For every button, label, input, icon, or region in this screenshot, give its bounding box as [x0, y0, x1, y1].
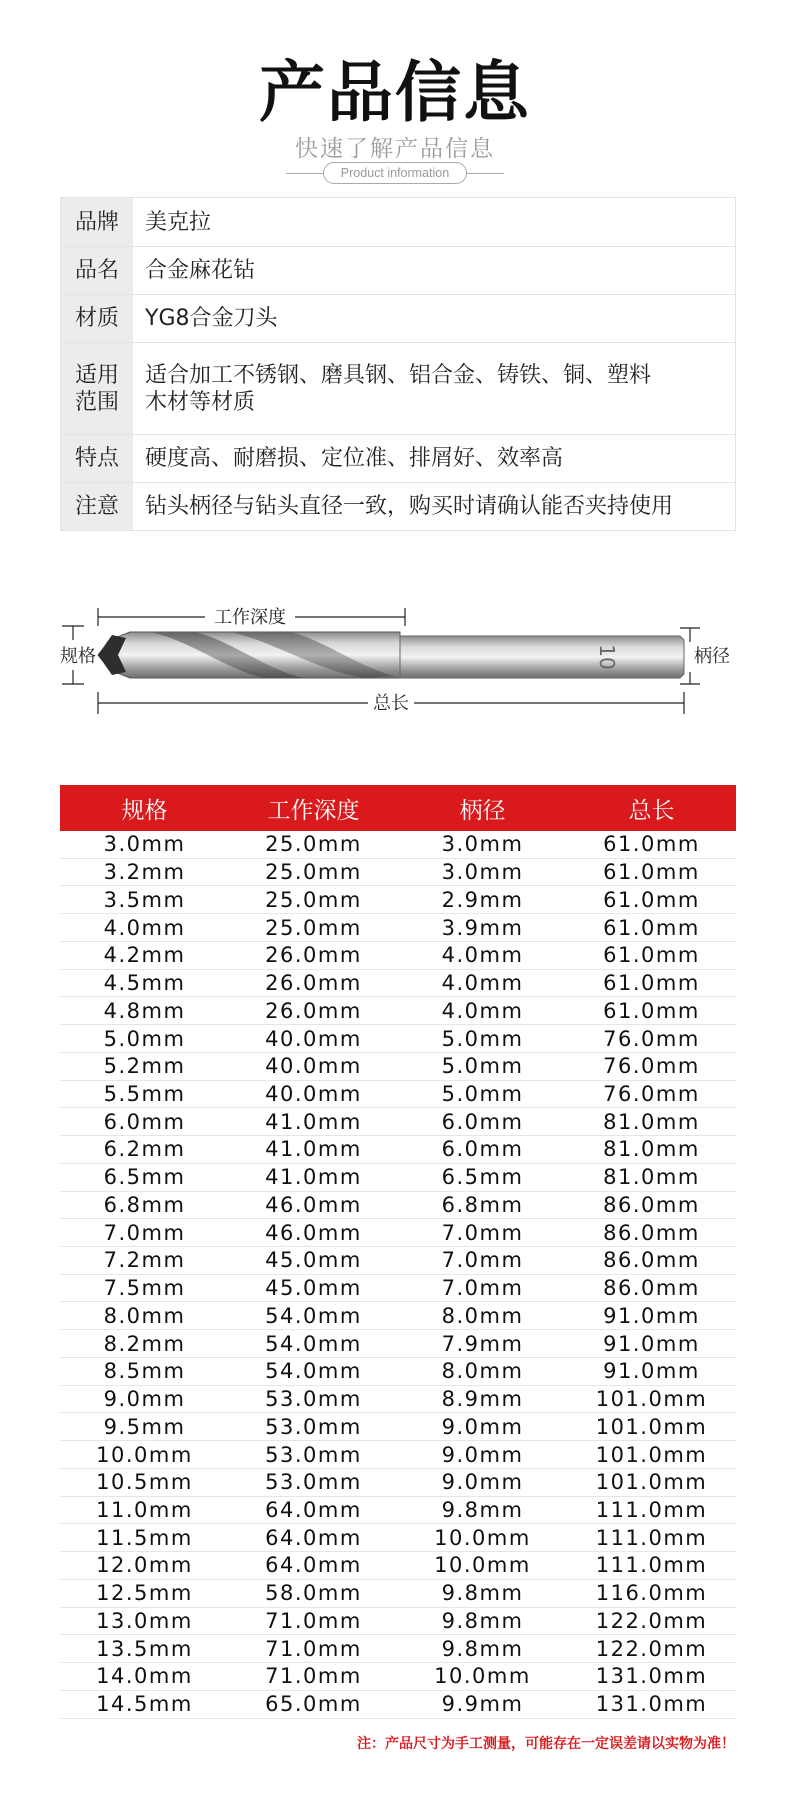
table-cell: 4.0mm: [441, 943, 524, 968]
table-cell: 131.0mm: [595, 1664, 708, 1689]
table-cell: 101.0mm: [595, 1414, 708, 1439]
table-cell: 10.0mm: [434, 1525, 531, 1550]
info-table: [60, 197, 736, 531]
table-cell: 2.9mm: [441, 887, 524, 912]
table-cell: 91.0mm: [603, 1331, 700, 1356]
table-row: [60, 1358, 736, 1386]
table-cell: 8.5mm: [103, 1359, 186, 1384]
table-cell: 86.0mm: [603, 1220, 700, 1245]
table-cell: 58.0mm: [265, 1581, 362, 1606]
table-cell: 54.0mm: [265, 1359, 362, 1384]
column-header: 工作深度: [267, 797, 360, 824]
table-cell: 40.0mm: [265, 1081, 362, 1106]
table-cell: 7.9mm: [441, 1331, 524, 1356]
table-cell: 9.9mm: [441, 1692, 524, 1717]
info-label: 特点: [61, 435, 133, 482]
table-cell: 41.0mm: [265, 1165, 362, 1190]
table-cell: 3.9mm: [441, 915, 524, 940]
table-row: [60, 914, 736, 942]
table-cell: 4.0mm: [103, 915, 186, 940]
table-cell: 10.0mm: [434, 1664, 531, 1689]
info-label: 品名: [61, 247, 133, 294]
table-cell: 86.0mm: [603, 1192, 700, 1217]
table-cell: 9.8mm: [441, 1636, 524, 1661]
column-header: 柄径: [459, 797, 506, 824]
table-row: [60, 1275, 736, 1303]
table-row: [60, 1497, 736, 1525]
table-cell: 53.0mm: [265, 1414, 362, 1439]
divider-right: [466, 173, 504, 174]
table-cell: 61.0mm: [603, 943, 700, 968]
table-cell: 6.5mm: [441, 1165, 524, 1190]
drill-diagram: [0, 580, 790, 750]
table-cell: 7.0mm: [441, 1220, 524, 1245]
table-cell: 6.8mm: [103, 1192, 186, 1217]
table-cell: 61.0mm: [603, 832, 700, 857]
table-cell: 25.0mm: [265, 860, 362, 885]
table-cell: 4.2mm: [103, 943, 186, 968]
table-cell: 8.0mm: [103, 1303, 186, 1328]
info-label: 注意: [61, 483, 133, 530]
table-cell: 131.0mm: [595, 1692, 708, 1717]
table-cell: 4.5mm: [103, 971, 186, 996]
table-cell: 7.0mm: [441, 1276, 524, 1301]
table-cell: 7.5mm: [103, 1276, 186, 1301]
table-row: [60, 942, 736, 970]
table-cell: 8.0mm: [441, 1359, 524, 1384]
table-row: [60, 970, 736, 998]
table-cell: 5.0mm: [103, 1026, 186, 1051]
table-cell: 41.0mm: [265, 1137, 362, 1162]
table-cell: 40.0mm: [265, 1054, 362, 1079]
table-row: [60, 1608, 736, 1636]
page-title: 产品信息: [259, 54, 531, 131]
table-cell: 9.8mm: [441, 1581, 524, 1606]
table-cell: 10.0mm: [434, 1553, 531, 1578]
table-row: [60, 1441, 736, 1469]
table-cell: 5.0mm: [441, 1026, 524, 1051]
table-cell: 8.0mm: [441, 1303, 524, 1328]
table-cell: 5.0mm: [441, 1081, 524, 1106]
table-cell: 64.0mm: [265, 1497, 362, 1522]
info-row: [61, 482, 735, 530]
table-cell: 7.0mm: [103, 1220, 186, 1245]
info-row: [61, 342, 735, 434]
table-cell: 64.0mm: [265, 1525, 362, 1550]
info-value: 合金麻花钻: [145, 258, 256, 283]
table-cell: 5.5mm: [103, 1081, 186, 1106]
table-cell: 6.2mm: [103, 1137, 186, 1162]
table-row: [60, 1580, 736, 1608]
table-cell: 3.5mm: [103, 887, 186, 912]
table-cell: 53.0mm: [265, 1442, 362, 1467]
table-cell: 12.5mm: [96, 1581, 193, 1606]
table-cell: 11.5mm: [96, 1525, 193, 1550]
table-cell: 5.2mm: [103, 1054, 186, 1079]
table-cell: 81.0mm: [603, 1137, 700, 1162]
table-cell: 53.0mm: [265, 1470, 362, 1495]
shank-label: 柄径: [694, 646, 730, 667]
table-cell: 86.0mm: [603, 1276, 700, 1301]
table-cell: 3.0mm: [441, 860, 524, 885]
table-cell: 10.0mm: [96, 1442, 193, 1467]
table-cell: 40.0mm: [265, 1026, 362, 1051]
table-cell: 71.0mm: [265, 1636, 362, 1661]
table-cell: 64.0mm: [265, 1553, 362, 1578]
table-cell: 122.0mm: [595, 1636, 708, 1661]
table-cell: 9.0mm: [441, 1442, 524, 1467]
table-cell: 13.0mm: [96, 1608, 193, 1633]
info-value: 适合加工不锈钢、磨具钢、铝合金、铸铁、铜、塑料 木材等材质: [145, 362, 652, 415]
table-cell: 86.0mm: [603, 1248, 700, 1273]
table-cell: 61.0mm: [603, 860, 700, 885]
table-row: [60, 1524, 736, 1552]
table-cell: 111.0mm: [595, 1497, 708, 1522]
table-row: [60, 1330, 736, 1358]
table-cell: 61.0mm: [603, 915, 700, 940]
table-cell: 76.0mm: [603, 1081, 700, 1106]
table-cell: 71.0mm: [265, 1664, 362, 1689]
table-row: [60, 831, 736, 859]
table-cell: 81.0mm: [603, 1165, 700, 1190]
spec-label: 规格: [60, 646, 96, 667]
table-cell: 3.2mm: [103, 860, 186, 885]
shank-mark: 10: [595, 644, 619, 670]
table-cell: 91.0mm: [603, 1303, 700, 1328]
table-cell: 101.0mm: [595, 1387, 708, 1412]
table-row: [60, 1552, 736, 1580]
table-cell: 10.5mm: [96, 1470, 193, 1495]
table-cell: 25.0mm: [265, 887, 362, 912]
spec-table-body: [60, 831, 736, 1719]
info-label: 材质: [61, 295, 133, 342]
table-row: [60, 1053, 736, 1081]
table-row: [60, 1219, 736, 1247]
table-cell: 76.0mm: [603, 1054, 700, 1079]
table-row: [60, 1691, 736, 1719]
table-cell: 41.0mm: [265, 1109, 362, 1134]
table-cell: 76.0mm: [603, 1026, 700, 1051]
total-length-label: 总长: [373, 693, 409, 714]
table-cell: 4.8mm: [103, 998, 186, 1023]
table-cell: 61.0mm: [603, 887, 700, 912]
table-row: [60, 859, 736, 887]
table-row: [60, 1164, 736, 1192]
table-cell: 4.0mm: [441, 971, 524, 996]
table-row: [60, 1663, 736, 1691]
table-row: [60, 1635, 736, 1663]
table-cell: 3.0mm: [103, 832, 186, 857]
table-row: [60, 1192, 736, 1220]
table-cell: 5.0mm: [441, 1054, 524, 1079]
table-cell: 45.0mm: [265, 1248, 362, 1273]
table-cell: 3.0mm: [441, 832, 524, 857]
table-cell: 6.0mm: [103, 1109, 186, 1134]
info-value: YG8合金刀头: [145, 306, 278, 331]
table-cell: 8.9mm: [441, 1387, 524, 1412]
column-header: 总长: [628, 797, 675, 824]
table-cell: 8.2mm: [103, 1331, 186, 1356]
subtitle-en: Product information: [323, 162, 467, 184]
table-cell: 26.0mm: [265, 971, 362, 996]
info-value: 美克拉: [145, 209, 212, 235]
table-cell: 91.0mm: [603, 1359, 700, 1384]
info-label: 品牌: [61, 198, 133, 246]
table-row: [60, 1025, 736, 1053]
table-cell: 25.0mm: [265, 915, 362, 940]
table-cell: 9.0mm: [441, 1470, 524, 1495]
table-row: [60, 886, 736, 914]
table-cell: 54.0mm: [265, 1303, 362, 1328]
working-depth-label: 工作深度: [214, 607, 286, 628]
table-cell: 45.0mm: [265, 1276, 362, 1301]
column-header: 规格: [121, 797, 168, 824]
table-cell: 116.0mm: [595, 1581, 708, 1606]
table-row: [60, 1386, 736, 1414]
table-cell: 4.0mm: [441, 998, 524, 1023]
spec-table-header: [60, 785, 736, 831]
info-row: [61, 198, 735, 246]
table-cell: 6.0mm: [441, 1137, 524, 1162]
table-cell: 53.0mm: [265, 1387, 362, 1412]
info-value: 钻头柄径与钻头直径一致，购买时请确认能否夹持使用: [145, 494, 674, 519]
table-cell: 6.5mm: [103, 1165, 186, 1190]
info-row: [61, 294, 735, 342]
table-cell: 9.0mm: [441, 1414, 524, 1439]
info-value: 硬度高、耐磨损、定位准、排屑好、效率高: [145, 446, 564, 471]
table-cell: 61.0mm: [603, 971, 700, 996]
table-row: [60, 1108, 736, 1136]
table-cell: 9.8mm: [441, 1497, 524, 1522]
table-cell: 46.0mm: [265, 1220, 362, 1245]
table-cell: 61.0mm: [603, 998, 700, 1023]
table-cell: 111.0mm: [595, 1525, 708, 1550]
table-cell: 12.0mm: [96, 1553, 193, 1578]
table-cell: 14.5mm: [96, 1692, 193, 1717]
table-row: [60, 997, 736, 1025]
spec-table: [60, 785, 736, 1719]
table-cell: 71.0mm: [265, 1608, 362, 1633]
info-row: [61, 434, 735, 482]
table-row: [60, 1081, 736, 1109]
table-row: [60, 1247, 736, 1275]
table-cell: 7.2mm: [103, 1248, 186, 1273]
table-cell: 26.0mm: [265, 998, 362, 1023]
table-row: [60, 1136, 736, 1164]
table-row: [60, 1469, 736, 1497]
table-cell: 65.0mm: [265, 1692, 362, 1717]
table-cell: 6.0mm: [441, 1109, 524, 1134]
table-cell: 9.5mm: [103, 1414, 186, 1439]
table-cell: 7.0mm: [441, 1248, 524, 1273]
info-row: [61, 246, 735, 294]
table-cell: 25.0mm: [265, 832, 362, 857]
table-cell: 26.0mm: [265, 943, 362, 968]
divider-left: [286, 173, 324, 174]
table-cell: 13.5mm: [96, 1636, 193, 1661]
table-cell: 11.0mm: [96, 1497, 193, 1522]
table-row: [60, 1413, 736, 1441]
table-cell: 111.0mm: [595, 1553, 708, 1578]
table-cell: 9.0mm: [103, 1387, 186, 1412]
table-cell: 122.0mm: [595, 1608, 708, 1633]
info-label: 适用 范围: [61, 343, 133, 434]
page-subtitle: 快速了解产品信息: [295, 136, 495, 162]
table-row: [60, 1302, 736, 1330]
table-cell: 101.0mm: [595, 1442, 708, 1467]
measurement-note: 注：产品尺寸为手工测量，可能存在一定误差请以实物为准！: [357, 1736, 735, 1752]
table-cell: 9.8mm: [441, 1608, 524, 1633]
drill-shank: [400, 636, 684, 678]
table-cell: 81.0mm: [603, 1109, 700, 1134]
table-cell: 6.8mm: [441, 1192, 524, 1217]
table-cell: 46.0mm: [265, 1192, 362, 1217]
table-cell: 101.0mm: [595, 1470, 708, 1495]
table-cell: 14.0mm: [96, 1664, 193, 1689]
table-cell: 54.0mm: [265, 1331, 362, 1356]
